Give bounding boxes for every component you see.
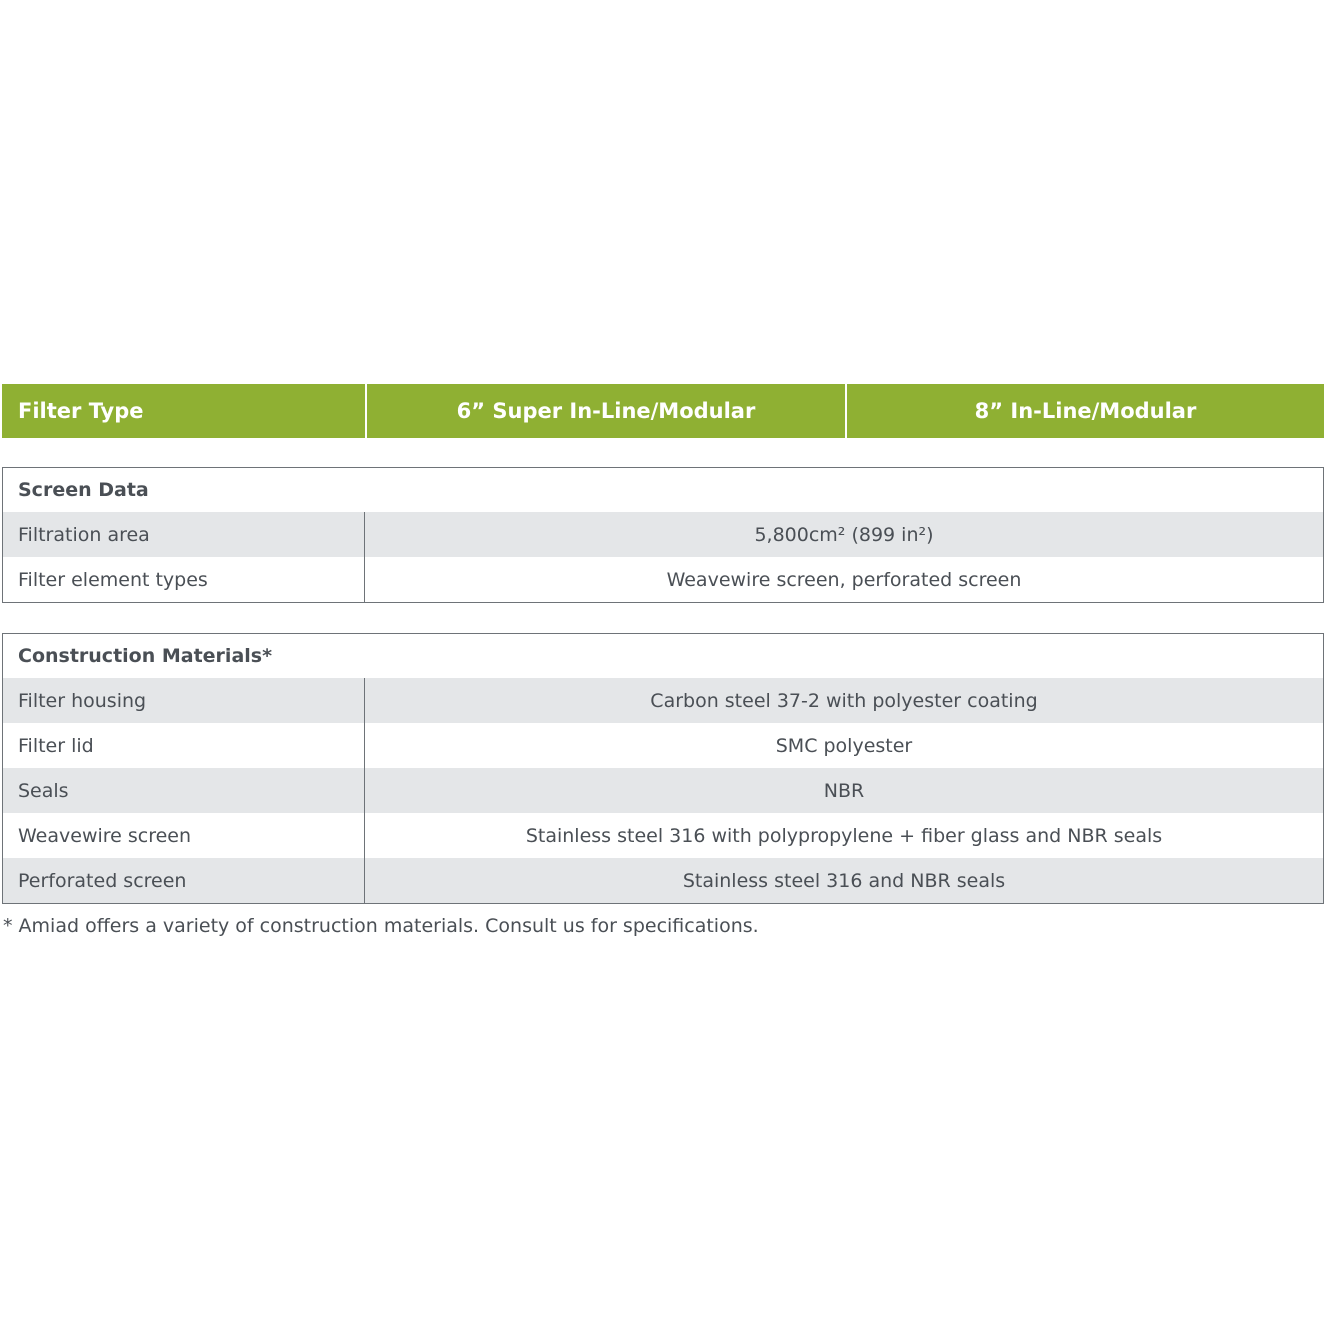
table-row	[3, 512, 1323, 557]
spec-table-header	[2, 384, 1324, 438]
row-value: Stainless steel 316 and NBR seals	[682, 869, 1006, 892]
row-value: Stainless steel 316 with polypropylene + fiber glass and NBR seals	[525, 824, 1163, 847]
header-8in-inline: 8” In-Line/Modular	[845, 384, 1324, 438]
row-label: Weavewire screen	[3, 813, 365, 858]
table-row	[3, 813, 1323, 858]
row-label: Filter element types	[3, 557, 365, 602]
row-value: 5,800cm² (899 in²)	[754, 523, 934, 546]
table-row	[3, 858, 1323, 903]
footnote: * Amiad offers a variety of construction materials. Consult us for specifications.	[3, 915, 759, 937]
row-label: Filtration area	[3, 512, 365, 557]
construction-materials-section	[2, 633, 1324, 904]
table-row	[3, 557, 1323, 602]
row-value: Weavewire screen, perforated screen	[666, 568, 1022, 591]
section-title: Construction Materials*	[18, 645, 273, 667]
screen-data-section	[2, 467, 1324, 603]
row-label: Perforated screen	[3, 858, 365, 903]
row-value: SMC polyester	[775, 734, 913, 757]
header-filter-type: Filter Type	[18, 399, 144, 423]
row-value: Carbon steel 37-2 with polyester coating	[650, 689, 1038, 712]
row-label: Seals	[3, 768, 365, 813]
table-row	[3, 768, 1323, 813]
row-value: NBR	[823, 779, 865, 802]
section-title: Screen Data	[18, 479, 149, 501]
table-row	[3, 678, 1323, 723]
row-label: Filter lid	[3, 723, 365, 768]
table-row	[3, 723, 1323, 768]
header-6in-super-inline: 6” Super In-Line/Modular	[365, 384, 845, 438]
row-label: Filter housing	[3, 678, 365, 723]
